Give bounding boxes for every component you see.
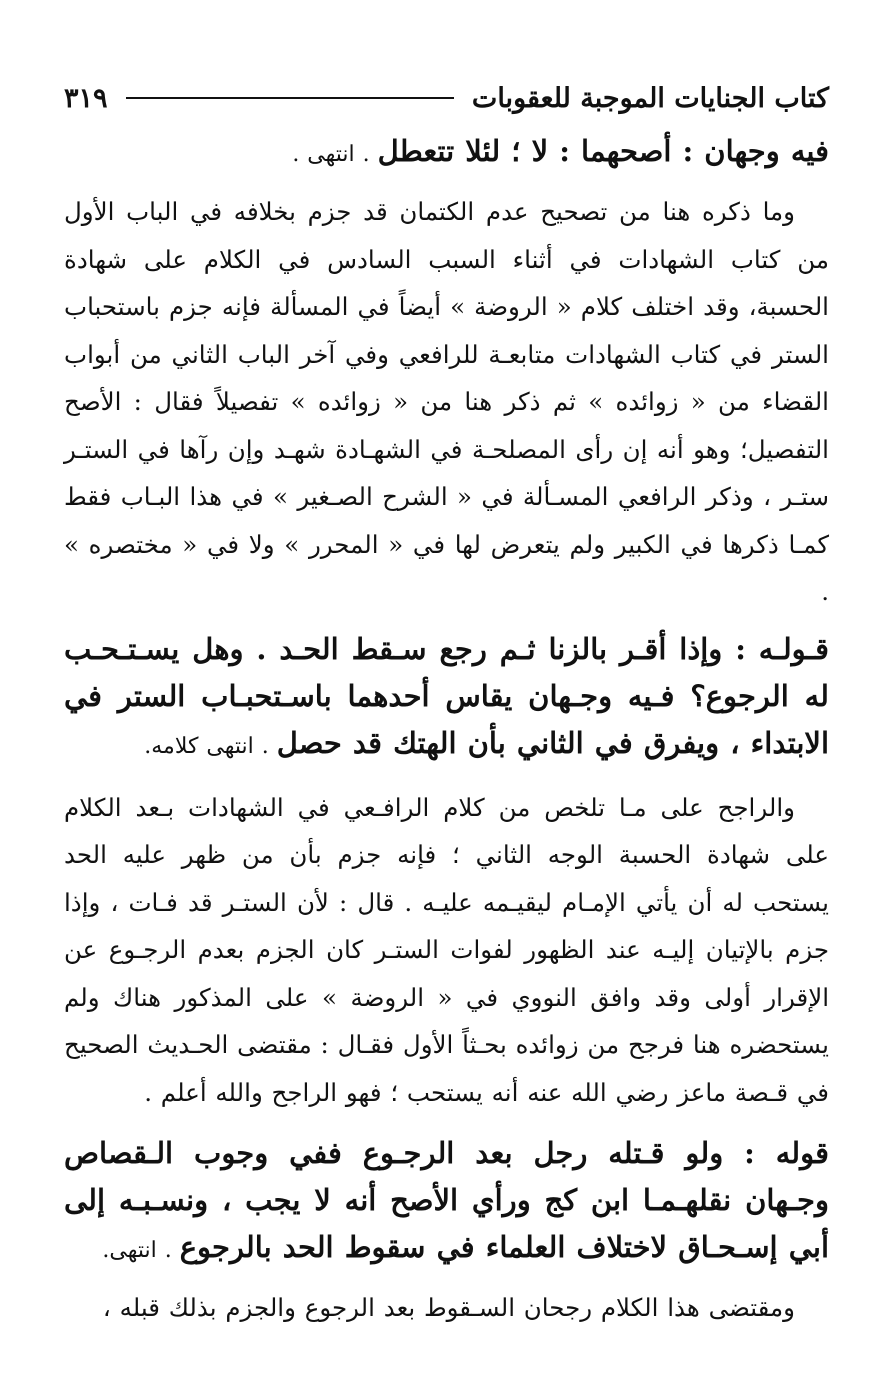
commentary-paragraph: وما ذكره هنا من تصحيح عدم الكتمان قد جزم بخلافه في الباب الأول من كتاب الشهادات في أثناء السبب السادس في الكلام على شهادة الحسبة، وقد اختلف كلام « الروضة » أيضاً في المسألة فإنه جزم باستحباب الستر في كتاب الشهادات متابعـة للرافعي وفي آخر الباب الثاني من أبواب القضاء من « زوائده » ثم ذكر هنا من « زوائده » تفصيلاً فقال : الأصح التفصيل؛ وهو أنه إن رأى المصلحـة في الشهـادة شهـد وإن رآها في الستـر ستـر ، وذكر الرافعي المسـألة في « الشرح الصـغير » في هذا البـاب فقط كمـا ذكرها في الكبير ولم يتعرض لها في « المحرر » ولا في « مختصره » . bbox=[64, 197, 829, 606]
commentary-paragraph: ومقتضى هذا الكلام رجحان السـقوط بعد الرجوع والجزم بذلك قبله ، bbox=[102, 1293, 795, 1322]
quote-tail: . انتهى. bbox=[102, 1238, 180, 1263]
commentary-paragraph: والراجح على مـا تلخص من كلام الرافـعي في الشهادات بـعد الكلام على شهادة الحسبة الوجه الثاني ؛ فإنه جزم بأن من ظهر عليه الحد يستحب له أن يأتي الإمـام ليقيـمه عليـه . قال : لأن الستـر قد فـات ، وإذا جزم بالإتيان إليـه عند الظهور لفوات الستـر كان الجزم بعدم الرجـوع عن الإقرار أولى وقد وافق النووي في « الروضة » على المذكور هناك ولم يستحضره هنا فرجح من زوائده بحـثاً الأول فقـال : مقتضى الحـديث الصحيح في قـصة ماعز رضي الله عنه أنه يستحب ؛ فهو الراجح والله أعلم . bbox=[64, 792, 830, 1107]
header-rule bbox=[126, 97, 454, 99]
quote-text: قـولـه : وإذا أقـر بالزنا ثـم رجع سـقط الحـد . وهل يسـتـحـب له الرجوع؟ فـيه وجـهان يقاس أحدهما باسـتحبـاب الستر في الابتداء ، ويفرق في الثاني بأن الهتك قد حصل bbox=[64, 631, 829, 760]
quote-paragraph bbox=[64, 1130, 829, 1274]
quote-tail: . انتهى كلامه. bbox=[144, 733, 277, 759]
running-header bbox=[64, 78, 829, 118]
quote-tail: . انتهى . bbox=[292, 142, 378, 167]
quote-text: قوله : ولو قـتله رجل بعد الرجـوع ففي وجوب الـقصاص وجـهان نقلهـمـا ابن كج ورأي الأصح أنه لا يجب ، ونسـبـه إلى أبي إسـحـاق لاختلاف العلماء في سقوط الحد بالرجوع bbox=[64, 1136, 829, 1264]
chapter-title: كتاب الجنايات الموجبة للعقوبات bbox=[471, 82, 829, 114]
page-number: ٣١٩ bbox=[64, 82, 108, 114]
page-body bbox=[64, 128, 829, 1332]
quote-paragraph bbox=[64, 626, 829, 770]
quote-text: فيه وجهان : أصحهما : لا ؛ لئلا تتعطل bbox=[377, 134, 829, 168]
quote-paragraph bbox=[64, 128, 829, 178]
